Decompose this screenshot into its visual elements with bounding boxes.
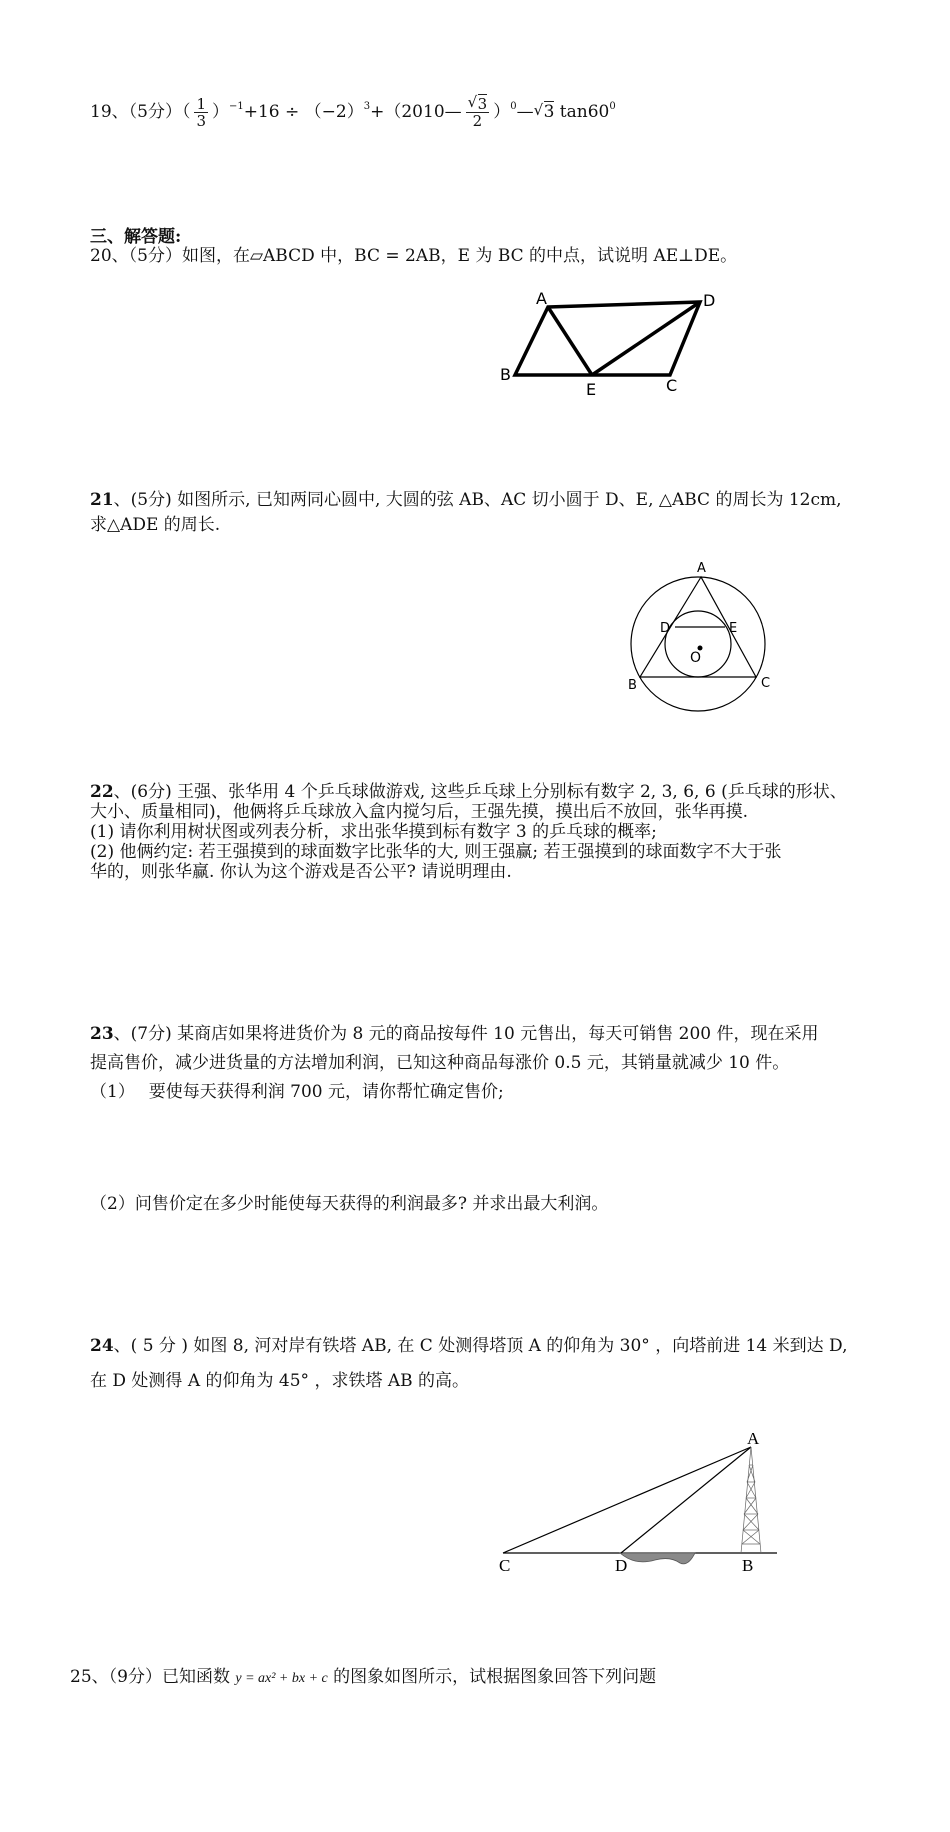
- frac-denominator: 2: [472, 112, 483, 130]
- tower-elevation-figure: [485, 1430, 785, 1580]
- label-c: C: [761, 676, 771, 691]
- question-body: 的图象如图所示，试根据图象回答下列问题: [333, 1667, 657, 1687]
- label-c: C: [666, 376, 678, 395]
- concentric-circles-figure: [620, 560, 785, 720]
- sqrt-symbol: [468, 95, 488, 113]
- label-b: B: [628, 678, 637, 693]
- question-number: 24: [90, 1336, 114, 1356]
- sight-line-da: [621, 1447, 751, 1553]
- label-b: B: [500, 365, 511, 384]
- exponent: 0: [609, 101, 616, 112]
- sight-line-ca: [503, 1447, 751, 1553]
- question-21-text: [90, 488, 880, 538]
- sqrt-symbol: [534, 102, 555, 122]
- q19-paren: ）: [493, 102, 511, 122]
- question-23-text: [90, 1020, 880, 1107]
- question-23-part2: （2）问售价定在多少时能使每天获得的利润最多? 并求出最大利润。: [90, 1194, 609, 1214]
- exponent: 0: [510, 101, 517, 112]
- q19-tail: tan60: [559, 102, 610, 122]
- question-body: 、(6分) 王强、张华用 4 个乒乓球做游戏, 这些乒乓球上分别标有数字 2, 3, 6, 6 (乒乓球的形状、 大小、质量相同)，他俩将乒乓球放入盒内搅匀后，王强先摸，摸出后不放回，张华再摸. (1) 请你利用树状图或列表分析，求出张华摸到标有数字 3 的乒乓球的概率; (2) 他俩约定: 若王强摸到的球面数字比张华的大, 则王强赢; 若王强摸到的球面数字不大于张 华的，则张华赢. 你认为这个游戏是否公平? 请说明理由.: [90, 782, 847, 882]
- segment-ae: [548, 307, 592, 375]
- q19-fraction-one-third: [194, 96, 208, 129]
- question-19: [90, 96, 616, 129]
- label-d: D: [703, 291, 716, 310]
- question-number: 23: [90, 1024, 114, 1044]
- label-c: C: [499, 1556, 511, 1575]
- label-e: E: [586, 380, 597, 399]
- q19-fraction-root3-over-2: [466, 96, 490, 129]
- question-body: 、( 5 分 ) 如图 8, 河对岸有铁塔 AB, 在 C 处测得塔顶 A 的仰角为 30° ，向塔前进 14 米到达 D, 在 D 处测得 A 的仰角为 45° ，求铁塔 AB 的高。: [90, 1336, 848, 1391]
- q19-dash: —: [516, 102, 534, 122]
- label-a: A: [747, 1430, 760, 1448]
- frac-denominator: 3: [196, 112, 206, 130]
- q19-middle: +（2010—: [370, 102, 462, 122]
- frac-numerator: 1: [196, 95, 206, 113]
- q19-prefix: 19、（5分）（: [90, 102, 191, 122]
- question-body: 、(5分) 如图所示, 已知两同心圆中, 大圆的弦 AB、AC 切小圆于 D、E, △ABC 的周长为 12cm, 求△ADE 的周长.: [90, 490, 842, 535]
- label-a: A: [536, 289, 547, 308]
- question-20-text: 20、（5分）如图，在▱ABCD 中，BC = 2AB，E 为 BC 的中点，试说明 AE⊥DE。: [90, 246, 738, 266]
- question-number: 21: [90, 490, 114, 510]
- label-b: B: [742, 1556, 754, 1575]
- q19-middle: +16 ÷ （−2）: [243, 102, 364, 122]
- exponent: −1: [229, 101, 244, 112]
- question-24-text: [90, 1329, 880, 1399]
- label-d: D: [615, 1556, 628, 1575]
- question-body: 25、（9分）已知函数: [70, 1667, 230, 1687]
- question-body: 、(7分) 某商店如果将进货价为 8 元的商品按每件 10 元售出，每天可销售 200 件，现在采用 提高售价，减少进货量的方法增加利润，已知这种商品每涨价 0.5 元，其销量就减少 10 件。 （1） 要使每天获得利润 700 元，请你帮忙确定售价;: [90, 1024, 819, 1102]
- label-e: E: [729, 621, 738, 636]
- question-25-text: [70, 1665, 860, 1691]
- quadratic-formula: y = ax² + bx + c: [235, 1671, 328, 1686]
- section-heading: 三、解答题:: [90, 227, 182, 247]
- question-number: 22: [90, 782, 114, 802]
- river-shading: [620, 1553, 695, 1564]
- question-22-text: [90, 782, 880, 882]
- label-a: A: [697, 561, 706, 576]
- parallelogram-figure: [500, 285, 740, 400]
- radicand: 3: [477, 95, 488, 113]
- q19-paren: ）: [212, 102, 229, 122]
- frac-numerator: [466, 96, 490, 113]
- exponent: 3: [363, 101, 371, 112]
- tower-ab: [741, 1447, 761, 1553]
- label-d: D: [660, 621, 671, 636]
- outer-circle: [631, 577, 765, 711]
- label-o: O: [690, 650, 702, 666]
- radicand: 3: [543, 102, 555, 122]
